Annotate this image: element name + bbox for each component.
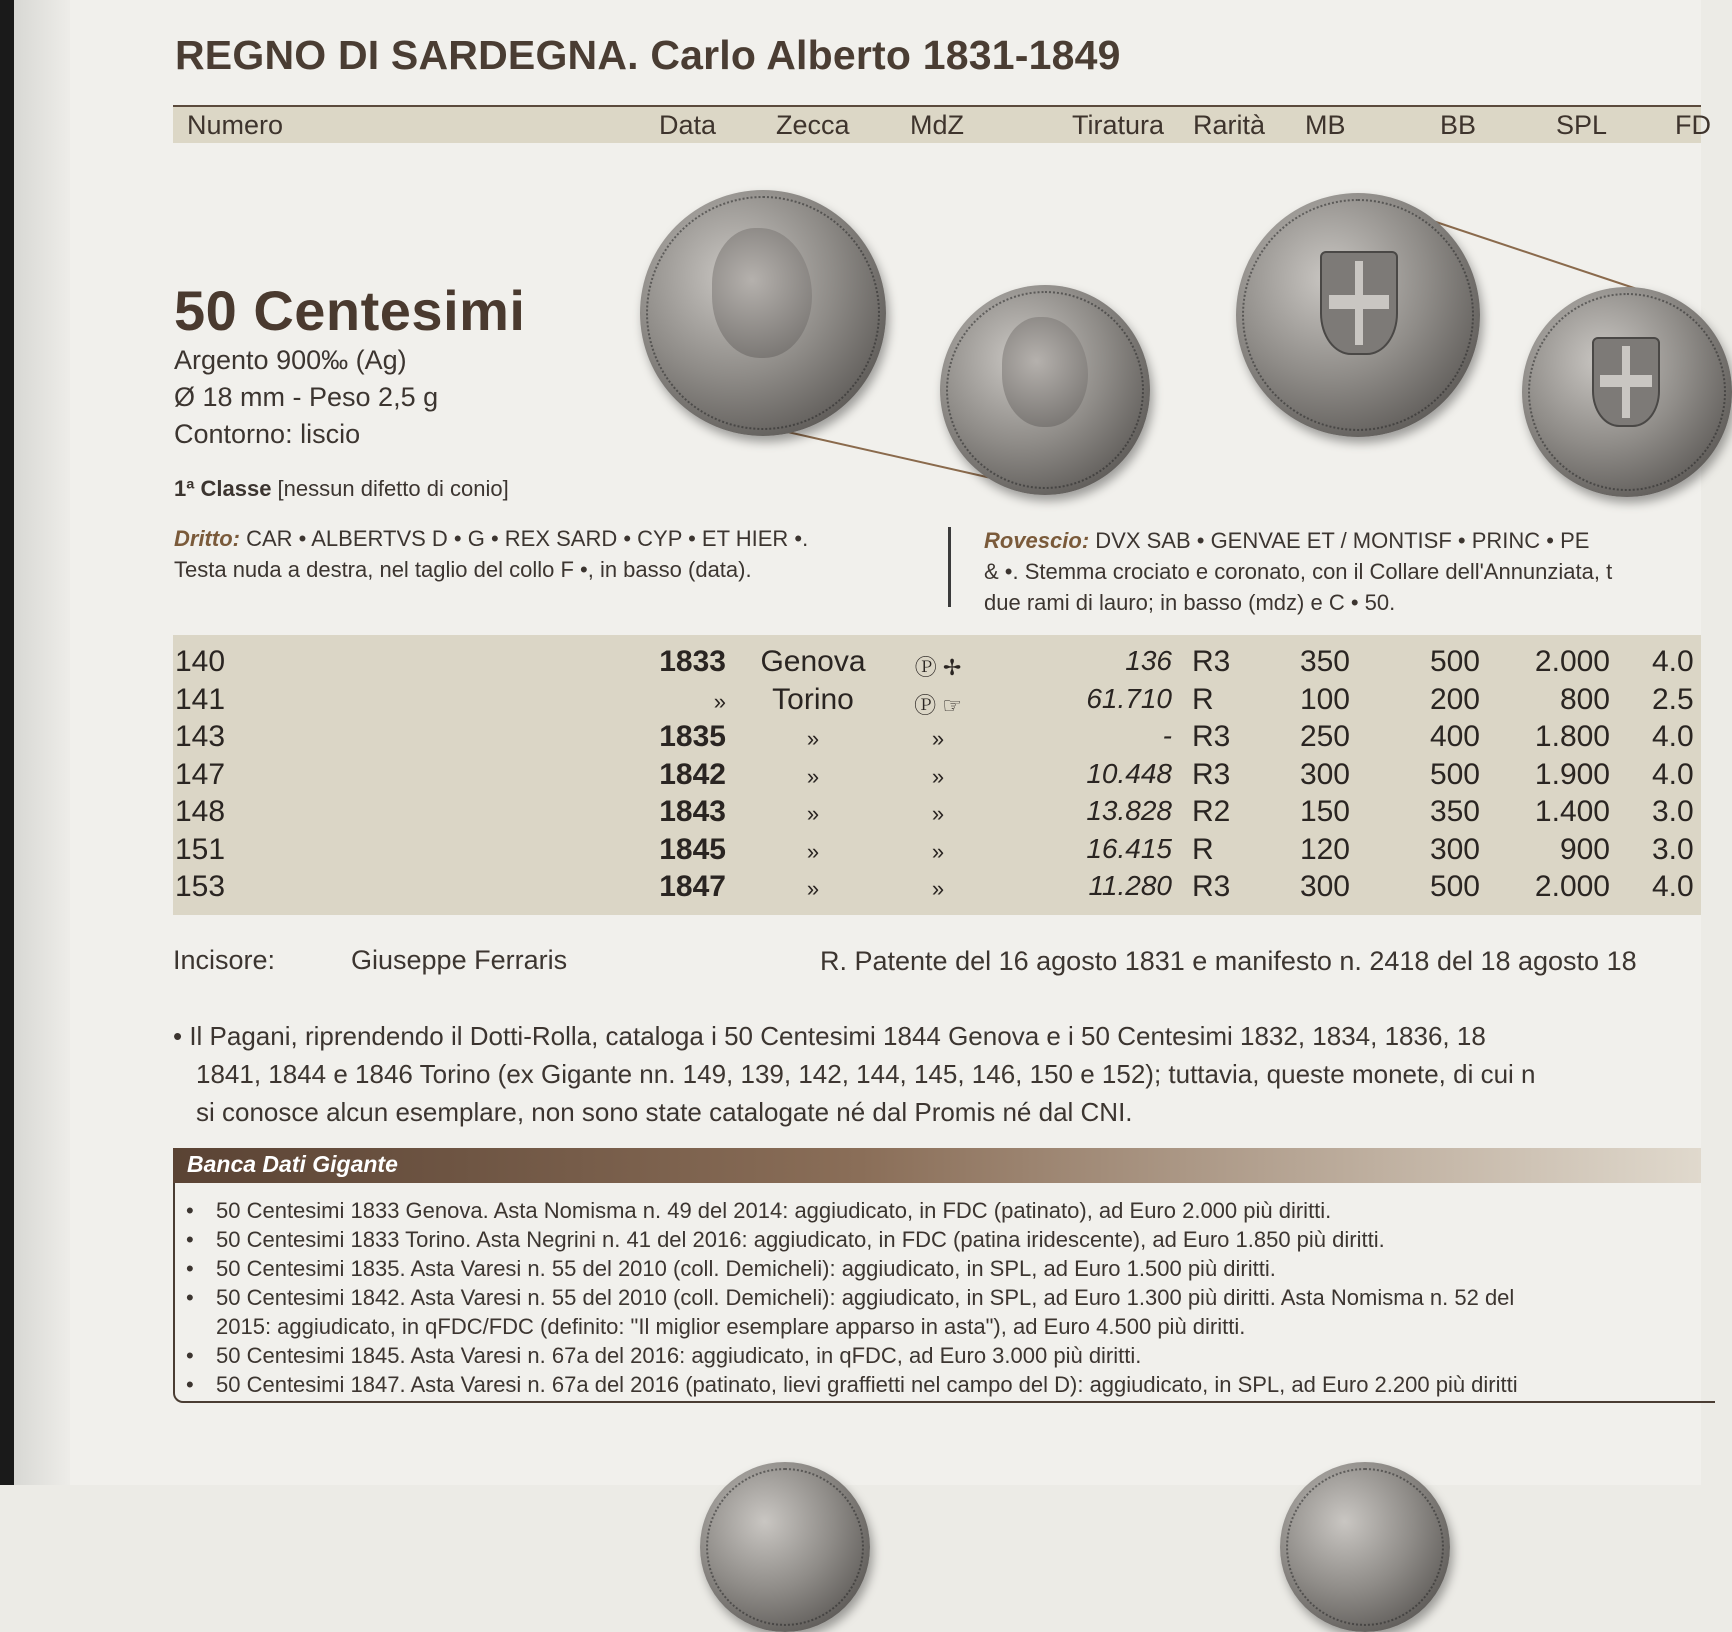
cell-spl: 2.000 <box>1534 870 1610 903</box>
col-rarita: Rarità <box>1193 110 1266 140</box>
cell-tir: 13.828 <box>1086 795 1172 826</box>
cell-fdc: 4.0 <box>1652 870 1694 903</box>
cell-bb: 500 <box>1429 870 1480 903</box>
cell-tir: 61.710 <box>1086 682 1172 714</box>
cell-rar: R2 <box>1192 795 1231 828</box>
cell-num: 143 <box>175 720 226 753</box>
next-coin-reverse <box>1280 1462 1450 1632</box>
cell-tir: - <box>1162 720 1172 751</box>
gigante-item-text: 50 Centesimi 1833 Torino. Asta Negrini n. 41 del 2016: aggiudicato, in FDC (patina iridescente), ad Euro 1.850 più diritti. <box>216 1227 1385 1252</box>
incisore-label: Incisore: <box>173 945 276 975</box>
cell-rar: R3 <box>1192 645 1231 678</box>
cell-num: 153 <box>175 870 226 903</box>
cell-mint: » <box>806 876 820 901</box>
gigante-item <box>186 1198 1331 1224</box>
bullet-icon: • <box>186 1198 194 1223</box>
bullet-icon: • <box>186 1285 194 1310</box>
col-mdz: MdZ <box>910 110 964 140</box>
cell-bb: 500 <box>1429 757 1480 791</box>
cell-mdz: » <box>931 876 945 901</box>
cell-fdc: 4.0 <box>1652 720 1694 753</box>
reverse-coin-large <box>1236 193 1480 437</box>
spec-size-weight: Ø 18 mm - Peso 2,5 g <box>174 382 439 412</box>
cell-num: 141 <box>175 682 226 716</box>
cell-year: 1835 <box>659 720 726 753</box>
col-spl: SPL <box>1556 110 1608 140</box>
cell-bb: 200 <box>1429 682 1480 716</box>
gigante-item-text: 50 Centesimi 1845. Asta Varesi n. 67a del 2016: aggiudicato, in qFDC, ad Euro 3.000 più diritti. <box>216 1343 1142 1368</box>
cell-fdc: 3.0 <box>1652 832 1694 866</box>
obverse-coin-large <box>640 190 886 436</box>
bullet-icon: • <box>186 1372 194 1397</box>
bullet-icon: • <box>186 1343 194 1368</box>
note-line-2: 1841, 1844 e 1846 Torino (ex Gigante nn. 149, 139, 142, 144, 145, 146, 150 e 152); tuttavia, queste monete, di cui n <box>196 1059 1536 1089</box>
cell-mdz: » <box>931 763 945 789</box>
cell-fdc: 4.0 <box>1652 645 1694 678</box>
gigante-item <box>186 1227 1385 1253</box>
cell-bb: 500 <box>1429 645 1480 678</box>
cell-rar: R3 <box>1192 870 1231 903</box>
cell-tir: 11.280 <box>1088 870 1172 901</box>
cell-rar: R <box>1192 682 1214 716</box>
bullet-icon: • <box>186 1227 194 1252</box>
cell-mb: 150 <box>1299 795 1350 828</box>
cell-spl: 1.800 <box>1534 720 1610 753</box>
gigante-item <box>186 1314 1245 1340</box>
cell-fdc: 3.0 <box>1652 795 1694 828</box>
cell-mdz: Ⓟ ✢ <box>914 655 962 680</box>
cell-year: 1842 <box>659 757 726 791</box>
cell-spl: 1.900 <box>1534 757 1610 791</box>
spec-edge: Contorno: liscio <box>174 419 361 449</box>
cell-bb: 350 <box>1429 795 1480 828</box>
cell-year: 1845 <box>659 832 726 866</box>
cell-mb: 350 <box>1299 645 1350 678</box>
col-tiratura: Tiratura <box>1072 110 1165 140</box>
cell-year: 1833 <box>659 645 726 678</box>
bullet-icon: • <box>186 1256 194 1281</box>
gigante-item-text: 50 Centesimi 1833 Genova. Asta Nomisma n. 49 del 2014: aggiudicato, in FDC (patinato), ad Euro 2.000 più diritti. <box>216 1198 1332 1223</box>
cell-spl: 800 <box>1559 682 1610 716</box>
gigante-item-text: 50 Centesimi 1842. Asta Varesi n. 55 del 2010 (coll. Demicheli): aggiudicato, in SPL, ad Euro 1.300 più diritti. Asta Nomisma n. 52 del <box>216 1285 1515 1310</box>
cell-year: 1847 <box>659 870 726 903</box>
cell-spl: 1.400 <box>1534 795 1610 828</box>
cell-mb: 120 <box>1299 832 1350 866</box>
table-row <box>0 758 1701 795</box>
col-fdc: FD <box>1675 110 1711 140</box>
note-line-1: • Il Pagani, riprendendo il Dotti-Rolla, cataloga i 50 Centesimi 1844 Genova e i 50 Centesimi 1832, 1834, 1836, 18 <box>173 1021 1486 1051</box>
cell-mint: » <box>806 801 820 826</box>
col-mb: MB <box>1305 110 1346 140</box>
col-zecca: Zecca <box>776 110 850 140</box>
gigante-item <box>186 1285 1514 1311</box>
cell-mint: » <box>806 726 820 751</box>
cell-bb: 300 <box>1429 832 1480 866</box>
col-data: Data <box>659 110 717 140</box>
cell-fdc: 2.5 <box>1652 682 1694 716</box>
cell-mdz: » <box>931 726 945 751</box>
cell-mb: 100 <box>1299 682 1350 716</box>
gigante-title: Banca Dati Gigante <box>187 1151 398 1177</box>
gigante-item-text: 2015: aggiudicato, in qFDC/FDC (definito: "Il miglior esemplare apparso in asta"), ad Euro 4.500 più diritti. <box>216 1314 1246 1339</box>
cell-num: 147 <box>175 757 226 791</box>
reverse-legend: Rovescio: DVX SAB • GENVAE ET / MONTISF • PRINC • PE & •. Stemma crociato e coronato, con il Collare dell'Annunziata, t due rami di lauro; in basso (mdz) e C • 50. <box>984 528 1613 615</box>
cell-year: 1843 <box>659 795 726 828</box>
gigante-item-text: 50 Centesimi 1835. Asta Varesi n. 55 del 2010 (coll. Demicheli): aggiudicato, in SPL, ad Euro 1.500 più diritti. <box>216 1256 1276 1281</box>
cell-mb: 300 <box>1299 870 1350 903</box>
cell-num: 148 <box>175 795 226 828</box>
gigante-item <box>186 1372 1518 1398</box>
cell-year: » <box>713 688 726 714</box>
obverse-legend: Dritto: CAR • ALBERTVS D • G • REX SARD • CYP • ET HIER •. Testa nuda a destra, nel taglio del collo F •, in basso (data). <box>174 526 809 582</box>
cell-spl: 900 <box>1559 832 1610 866</box>
cell-mdz: » <box>931 801 945 826</box>
next-coin-obverse <box>700 1462 870 1632</box>
gigante-item <box>186 1256 1276 1282</box>
cell-mint: » <box>806 838 820 864</box>
cell-fdc: 4.0 <box>1652 757 1694 791</box>
denomination-title: 50 Centesimi <box>174 279 526 342</box>
cell-tir: 16.415 <box>1086 832 1172 864</box>
cell-bb: 400 <box>1429 720 1480 753</box>
gigante-item <box>186 1343 1141 1369</box>
cell-tir: 136 <box>1125 645 1172 676</box>
cell-mdz: » <box>931 838 945 864</box>
reverse-coin-small <box>1522 287 1732 497</box>
table-row <box>0 683 1701 720</box>
cell-mint: Genova <box>760 645 866 678</box>
legend-separator <box>948 527 951 607</box>
patente-note: R. Patente del 16 agosto 1831 e manifesto n. 2418 del 18 agosto 18 <box>820 946 1637 976</box>
note-line-3: si conosce alcun esemplare, non sono state catalogate né dal Promis né dal CNI. <box>196 1097 1133 1127</box>
class-note: 1ª Classe [nessun difetto di conio] <box>174 476 509 501</box>
table-row <box>0 870 1701 907</box>
table-row <box>0 645 1701 682</box>
cell-num: 151 <box>175 832 226 866</box>
cell-tir: 10.448 <box>1086 757 1172 789</box>
cell-mb: 250 <box>1299 720 1350 753</box>
cell-mint: » <box>806 763 820 789</box>
gigante-item-text: 50 Centesimi 1847. Asta Varesi n. 67a del 2016 (patinato, lievi graffietti nel campo del D): aggiudicato, in SPL, ad Euro 2.200 più diritti <box>216 1372 1518 1397</box>
gigante-header-bar <box>173 1148 1701 1183</box>
col-numero: Numero <box>187 110 284 140</box>
spec-metal: Argento 900‰ (Ag) <box>174 345 407 375</box>
cell-rar: R3 <box>1192 720 1231 753</box>
cell-mdz: Ⓟ ☞ <box>914 692 962 718</box>
incisore-name: Giuseppe Ferraris <box>351 945 568 975</box>
cell-num: 140 <box>175 645 226 678</box>
table-row <box>0 833 1701 870</box>
table-row <box>0 795 1701 832</box>
cell-spl: 2.000 <box>1534 645 1610 678</box>
table-row <box>0 720 1701 757</box>
cell-mb: 300 <box>1299 757 1350 791</box>
obverse-coin-small <box>940 285 1150 495</box>
page-title: REGNO DI SARDEGNA. Carlo Alberto 1831-1849 <box>175 32 1121 78</box>
col-bb: BB <box>1440 110 1477 140</box>
cell-mint: Torino <box>772 682 854 716</box>
cell-rar: R <box>1192 832 1214 866</box>
cell-rar: R3 <box>1192 757 1231 791</box>
